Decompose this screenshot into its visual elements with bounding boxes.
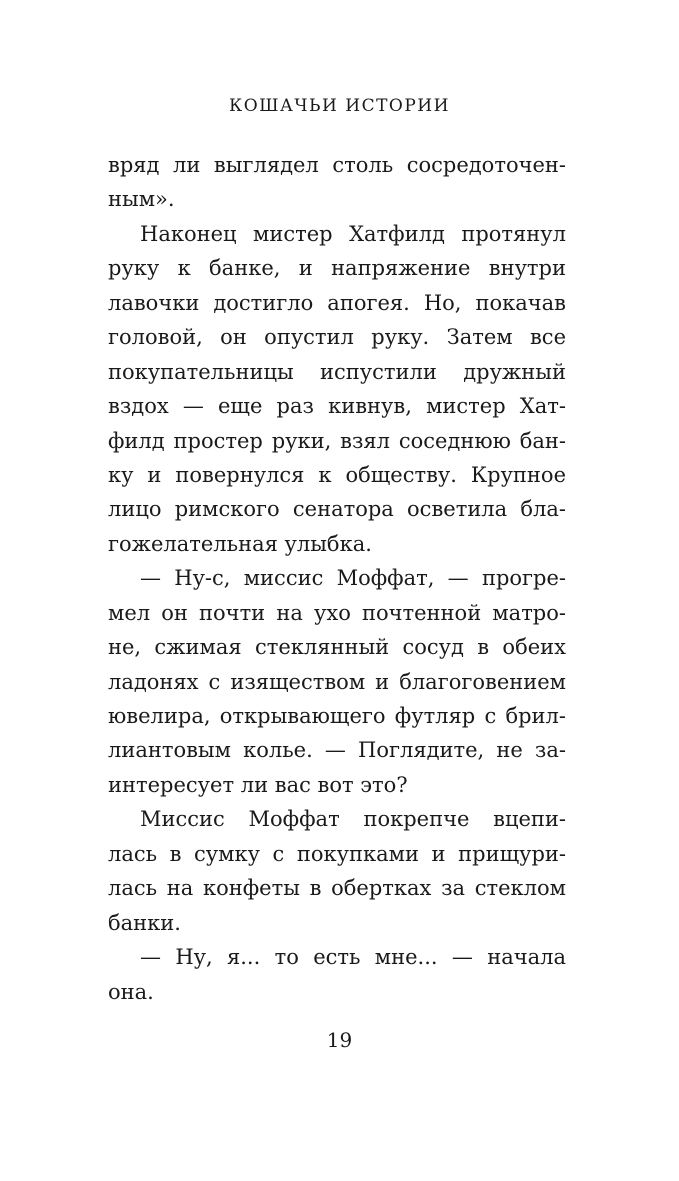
page-number: 19 (326, 1028, 353, 1052)
text-line: ным». (108, 187, 175, 212)
text-line: лась в сумку с покупками и прищури- (108, 841, 566, 866)
text-line: лицо римского сенатора осветила бла- (108, 497, 566, 522)
text-line: покупательницы испустили дружный (108, 359, 566, 384)
text-line: вздох — еще раз кивнув, мистер Хат- (108, 394, 566, 419)
text-line: ку и повернулся к обществу. Крупное (108, 462, 566, 487)
text-line: мел он почти на ухо почтенной матро- (108, 600, 566, 625)
text-line: — Ну, я... то есть мне... — начала (140, 945, 566, 970)
text-line: лиантовым колье. — Поглядите, не за- (108, 738, 566, 763)
text-line: ювелира, открывающего футляр с брил- (108, 704, 566, 728)
text-line: банки. (108, 910, 181, 935)
text-line: лась на конфеты в обертках за стеклом (108, 876, 566, 901)
text-line: не, сжимая стеклянный сосуд в обеих (108, 635, 566, 660)
body-text (108, 148, 566, 1009)
text-line: гожелательная улыбка. (108, 531, 372, 556)
text-line: головой, он опустил руку. Затем все (108, 325, 566, 350)
running-head: КОШАЧЬИ ИСТОРИИ (229, 96, 450, 116)
text-line: ладонях с изяществом и благоговением (108, 669, 566, 694)
text-line: Миссис Моффат покрепче вцепи- (140, 807, 566, 832)
text-line: она. (108, 979, 154, 1004)
text-line: Наконец мистер Хатфилд протянул (140, 221, 566, 246)
text-line: интересует ли вас вот это? (108, 772, 408, 797)
text-line: руку к банке, и напряжение внутри (108, 256, 566, 281)
text-line: филд простер руки, взял соседнюю бан- (108, 428, 566, 453)
text-line: — Ну-с, миссис Моффат, — прогре- (140, 566, 566, 591)
text-line: вряд ли выглядел столь сосредоточен- (108, 153, 566, 177)
text-line: лавочки достигло апогея. Но, покачав (108, 290, 566, 315)
